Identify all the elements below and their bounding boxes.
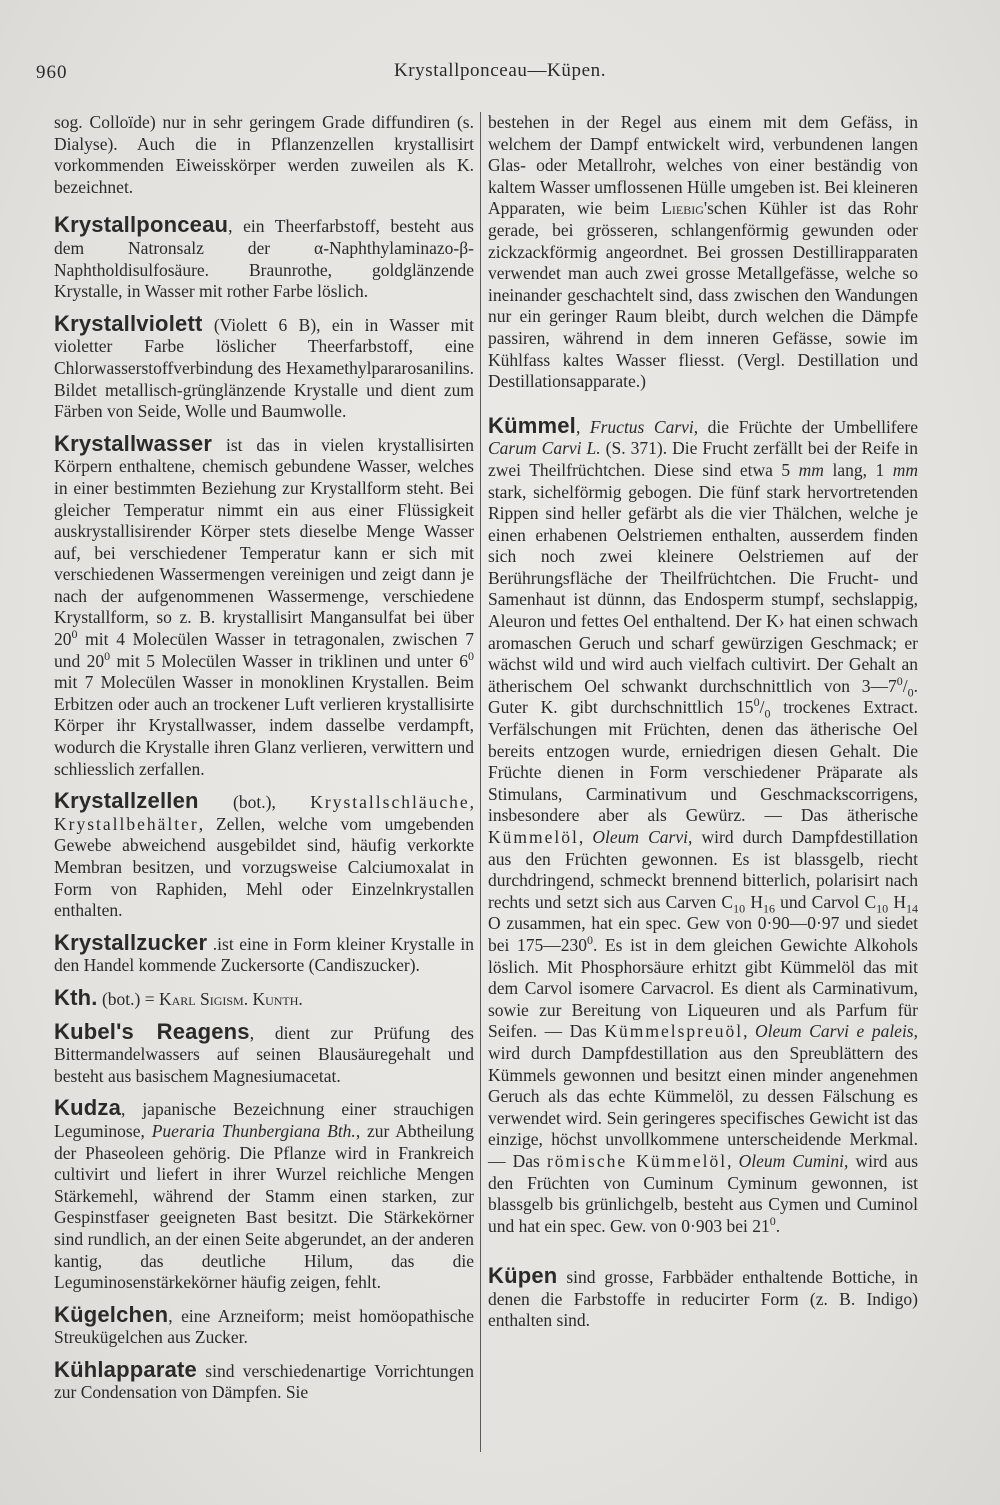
headword: Kth.	[54, 984, 98, 1010]
page-number: 960	[36, 62, 68, 83]
headword: Kudza	[54, 1095, 121, 1121]
left-column	[54, 112, 474, 1414]
entry-kudza: Kudza, japanische Bezeichnung einer strauchigen Leguminose, Pueraria Thunbergiana Bth., zur Abtheilung der Phaseoleen gehörig. Die Pflanze wird in Frankreich cultivirt und liefert in ihrer Wurzel reichliche Mengen Stärkemehl, während der Stamm einen starken, zur Gespinstfaser geeigneten Bast besitzt. Die Stärkekörner sind rundlich, an der einen Seite abgerundet, an der anderen kantig, das deutliche Hilum, das die Leguminosenstärkekörner häufig zeigen, fehlt.	[54, 1095, 474, 1293]
entry-kuepen: Küpen sind grosse, Farbbäder enthaltende Bottiche, in denen die Farbstoffe in reducirter Form (z. B. Indigo) enthalten sind.	[488, 1263, 918, 1331]
headword: Krystallzellen	[54, 788, 199, 814]
entry-krystallzellen: Krystallzellen (bot.), Krystallschläuche, Krystallbehälter, Zellen, welche vom umgebenden Gewebe abweichend ausgebildet sind, häufig verkorkte Membran besitzen, und vorzugsweise Calciumoxalat in Form von Raphiden, Mehl oder Einzelnkrystallen enthalten.	[54, 788, 474, 921]
running-head: Krystallponceau—Küpen.	[393, 60, 607, 81]
entry-kuemmel: Kümmel, Fructus Carvi, die Früchte der Umbellifere Carum Carvi L. (S. 371). Die Frucht zerfällt bei der Reife in zwei Theilfrüchtchen. Diese sind etwa 5 mm lang, 1 mm stark, sichelförmig gebogen. Die fünf stark hervortretenden Rippen sind heller gefärbt als die vier Thälchen, welche je einen erhabenen Oelstriemen enthalten, ausserdem finden sich noch zwei kleinere Oelstriemen auf der Berührungsfläche der Theilfrüchtchen. Die Frucht- und Samenhaut ist dünnn, das Endosperm stumpf, sechslappig, Aleuron und fettes Oel enthaltend. Der K› hat einen schwach aromaschen Geruch und scharf gewürzigen Geschmack; er wächst wild und wird auch vielfach cultivirt. Der Gehalt an ätherischem Oel schwankt durchschnittlich von $3—7^0/_0$. Guter K. gibt durchschnittlich $15^0/_0$ trockenes Extract. Verfälschungen mit Früchten, denen das ätherische Oel bereits entzogen wurde, erniedrigen diesen Gehalt. Die Früchte dienen in Form verschiedener Präparate als Stimulans, Carminativum und Geschmackscorrigens, insbesondere aber als Gewürz. — Das ätherische Kümmelöl, Oleum Carvi, wird durch Dampfdestillation aus den Früchten gewonnen. Es ist blassgelb, riecht durchdringend, schmeckt brennend bitterlich, polarisirt nach rechts und setzt sich aus Carven $C_{10}$ $H_{16}$ und Carvol $C_{10}$ $H_{14}$ O zusammen, hat ein spec. Gew von 0·90—0·97 und siedet bei $175—230^0$. Es ist in dem gleichen Gewichte Alkohols löslich. Mit Phosphorsäure erhitzt gibt Kümmelöl das mit dem Carvol isomere Carvacrol. Es dient als Carminativum, sowie zur Bereitung von Liqueuren und als Parfum für Seifen. — Das Kümmelspreuöl, Oleum Carvi e paleis, wird durch Dampfdestillation aus den Spreublättern des Kümmels gewonnen und besitzt einen minder angenehmen Geruch als das echte Kümmelöl, zu dessen Fälschung es verwendet wird. Sein geringeres specifisches Gewicht ist das einzige, höchst unvollkommene unterscheidende Merkmal. — Das römische Kümmelöl, Oleum Cumini, wird aus den Früchten von Cuminum Cyminum gewonnen, ist blassgelb bis grünlichgelb, besteht aus Cymen und Cuminol und hat ein spec. Gew. von 0·903 bei $21^0$.	[488, 412, 919, 1236]
entry-krystallzucker: Krystallzucker .ist eine in Form kleiner Krystalle in den Handel kommende Zuckersorte (Candiszucker).	[54, 929, 474, 976]
right-column	[488, 112, 918, 1342]
headword: Küpen	[488, 1263, 558, 1289]
entry-krystallwasser: Krystallwasser ist das in vielen krystallisirten Körpern enthaltene, chemisch gebundene Wasser, welches in einer bestimmten Beziehung zur Krystallform steht. Bei gleicher Temperatur nimmt ein aus einer Flüssigkeit auskrystallisirender Körper stets dieselbe Menge Wasser auf, bei verschiedener Temperatur kann er sich mit verschiedenen Wassermengen vereinigen und zeigt dann je nach der aufgenommenen Wassermenge, verschiedene Krystallform, so z. B. krystallisirt Mangansulfat bei über $20^0$ mit 4 Molecülen Wasser in tetragonalen, zwischen 7 und $20^0$ mit 5 Molecülen Wasser in triklinen und unter $6^0$ mit 7 Molecülen Wasser in monoklinen Krystallen. Beim Erbitzen oder auch an trockener Luft verlieren krystallisirte Körper ihr Krystallwasser, indem dasselbe verdampft, wodurch die Krystalle ihren Glanz verlieren, verwittern und schliesslich zerfallen.	[54, 430, 474, 779]
entry-krystallponceau: Krystallponceau, ein Theerfarbstoff, besteht aus dem Natronsalz der α-Naphthylaminazo-β-Naphtholdisulfosäure. Braunrothe, goldglänzende Krystalle, in Wasser mit rother Farbe löslich.	[54, 212, 474, 302]
entry-krystallviolett: Krystallviolett (Violett 6 B), ein in Wasser mit violetter Farbe löslicher Theerfarbstoff, eine Chlorwasserstoffverbindung des Hexamethylpararosanilins. Bildet metallisch-grünglänzende Krystalle und dient zum Färben von Seide, Wolle und Baumwolle.	[54, 310, 474, 422]
headword: Kügelchen	[54, 1301, 169, 1327]
author-name: Karl Sigism. Kunth.	[158, 988, 303, 1009]
entry-continuation-left: sog. Colloïde) nur in sehr geringem Grade diffundiren (s. Dialyse). Auch die in Pflanzenzellen krystallisirt vorkommenden Eiweisskörper werden zuweilen als K. bezeichnet.	[54, 112, 474, 197]
headword: Krystallzucker	[54, 929, 208, 955]
entry-kubels-reagens: Kubel's Reagens, dient zur Prüfung des Bittermandelwassers auf seinen Blausäuregehalt und besteht aus basischem Magnesiumacetat.	[54, 1018, 474, 1086]
column-divider	[480, 112, 481, 1452]
entry-continuation-right: bestehen in der Regel aus einem mit dem Gefäss, in welchem der Dampf entwickelt wird, verbundenen langen Glas- oder Metallrohr, welches von einer beständig von kaltem Wasser umflossenen Hülle umgeben ist. Bei kleineren Apparaten, wie beim Liebig'schen Kühler ist das Rohr gerade, bei grösseren, schlangenförmig gewunden oder zickzackförmig angeordnet. Bei grossen Destillirapparaten verwendet man auch zwei grosse Metallgefässe, welche so ineinander geschachtelt sind, dass zwischen den Wandungen nur ein geringer Raum bleibt, durch welchen die Dämpfe passiren, während in dem inneren Gefässe, sowie im Kühlfass kaltes Wasser fliesst. (Vergl. Destillation und Destillationsapparate.)	[488, 112, 918, 392]
entry-kuegelchen: Kügelchen, eine Arzneiform; meist homöopathische Streukügelchen aus Zucker.	[54, 1301, 474, 1348]
entry-kuehlapparate: Kühlapparate sind verschiedenartige Vorrichtungen zur Condensation von Dämpfen. Sie	[54, 1356, 474, 1403]
headword: Krystallviolett	[54, 310, 203, 336]
headword: Kubel's Reagens	[54, 1018, 250, 1044]
headword: Kühlapparate	[54, 1356, 197, 1382]
headword: Krystallponceau	[54, 212, 229, 238]
headword: Kümmel	[488, 412, 576, 438]
entry-kth: Kth. (bot.) = Karl Sigism. Kunth.	[54, 984, 303, 1010]
headword: Krystallwasser	[54, 430, 213, 456]
